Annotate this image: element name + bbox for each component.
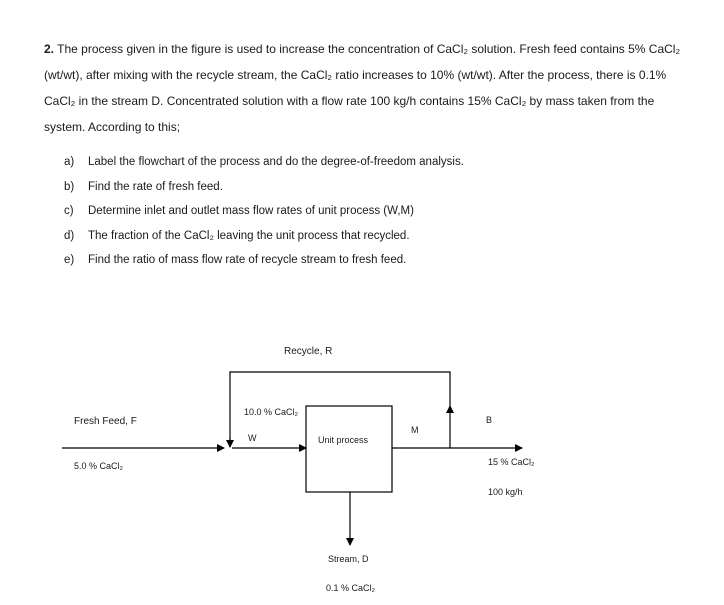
unit-process-label: Unit process xyxy=(318,435,369,445)
stream-d-concentration: 0.1 % CaCl₂ xyxy=(326,583,376,593)
question-letter: d) xyxy=(64,229,75,242)
question-letter: e) xyxy=(64,254,75,267)
question-text: Find the ratio of mass flow rate of recycle stream to fresh feed. xyxy=(88,254,407,267)
question-text: Find the rate of fresh feed. xyxy=(88,180,223,193)
unit-process-box xyxy=(306,406,392,492)
question-text: Determine inlet and outlet mass flow rates of unit process (W,M) xyxy=(88,205,414,218)
w-label: W xyxy=(248,433,257,443)
m-label: M xyxy=(411,425,419,435)
fresh-feed-label: Fresh Feed, F xyxy=(74,416,137,427)
recycle-label: Recycle, R xyxy=(284,346,333,357)
question-letter: b) xyxy=(64,180,75,193)
question-letter: c) xyxy=(64,205,74,218)
stream-d-label: Stream, D xyxy=(328,554,369,564)
problem-text: The process given in the figure is used to increase the concentration of CaCl₂ solution. Fresh feed contains 5% CaCl₂ (wt/wt), after mixing with the recycle stream, the CaCl₂ ratio increases to 10% (wt/wt). After the process, there is 0.1% CaCl₂ in the stream D. Concentrated solution with a flow rate 100 kg/h contains 15% CaCl₂ by mass taken from the system. According to this; xyxy=(44,42,681,134)
question-text: The fraction of the CaCl₂ leaving the unit process that recycled. xyxy=(88,229,410,242)
fresh-feed-concentration: 5.0 % CaCl₂ xyxy=(74,461,124,471)
question-text: Label the flowchart of the process and do the degree-of-freedom analysis. xyxy=(88,156,464,168)
product-concentration: 15 % CaCl₂ xyxy=(488,457,535,467)
mixed-stream-concentration: 10.0 % CaCl₂ xyxy=(244,407,299,417)
problem-number: 2. xyxy=(44,42,55,56)
b-label: B xyxy=(486,415,493,425)
question-letter: a) xyxy=(64,156,75,168)
product-flow-rate: 100 kg/h xyxy=(488,487,523,497)
